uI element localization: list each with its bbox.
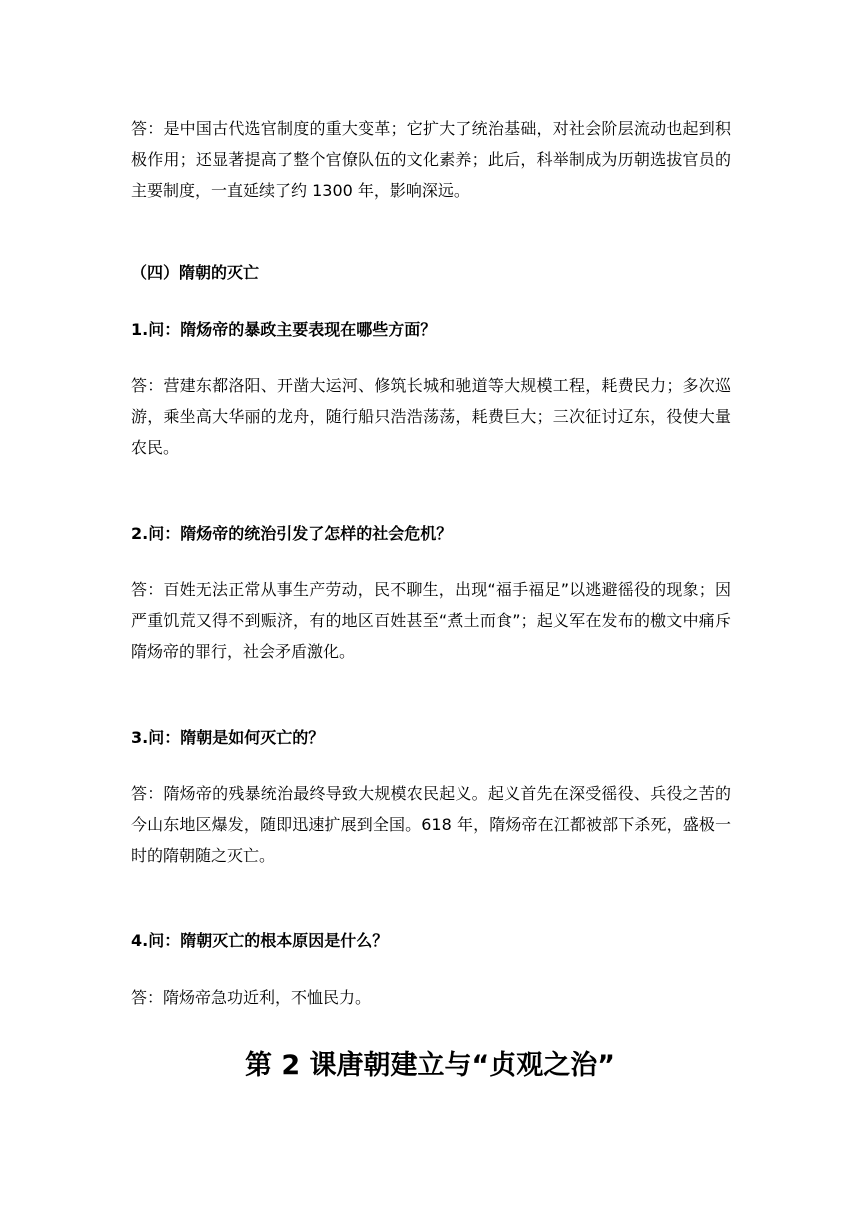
intro-answer: 答：是中国古代选官制度的重大变革；它扩大了统治基础，对社会阶层流动也起到积极作用；还显著提高了整个官僚队伍的文化素养；此后，科举制成为历朝选拔官员的主要制度，一直延续了约 1300 年，影响深远。 (131, 119, 731, 200)
question-2: 2.问：隋炀帝的统治引发了怎样的社会危机？ (131, 524, 453, 543)
lesson-title: 第 2 课唐朝建立与“贞观之治” (244, 1050, 616, 1081)
answer-1: 答：营建东都洛阳、开凿大运河、修筑长城和驰道等大规模工程，耗费民力；多次巡游，乘坐高大华丽的龙舟，随行船只浩浩荡荡，耗费巨大；三次征讨辽东，役使大量农民。 (131, 376, 731, 457)
answer-2: 答：百姓无法正常从事生产劳动，民不聊生，出现“福手福足”以逃避徭役的现象；因严重饥荒又得不到赈济，有的地区百姓甚至“煮土而食”；起义军在发布的檄文中痛斥隋炀帝的罪行，社会矛盾激化。 (131, 580, 731, 661)
answer-4: 答：隋炀帝急功近利，不恤民力。 (131, 988, 372, 1007)
question-4: 4.问：隋朝灭亡的根本原因是什么？ (131, 931, 389, 950)
question-1: 1.问：隋炀帝的暴政主要表现在哪些方面？ (131, 320, 437, 339)
section-heading: （四）隋朝的灭亡 (131, 263, 260, 282)
answer-3: 答：隋炀帝的残暴统治最终导致大规模农民起义。起义首先在深受徭役、兵役之苦的今山东地区爆发，随即迅速扩展到全国。618 年，隋炀帝在江都被部下杀死，盛极一时的隋朝随之灭亡。 (131, 784, 731, 865)
question-3: 3.问：隋朝是如何灭亡的？ (131, 728, 325, 747)
